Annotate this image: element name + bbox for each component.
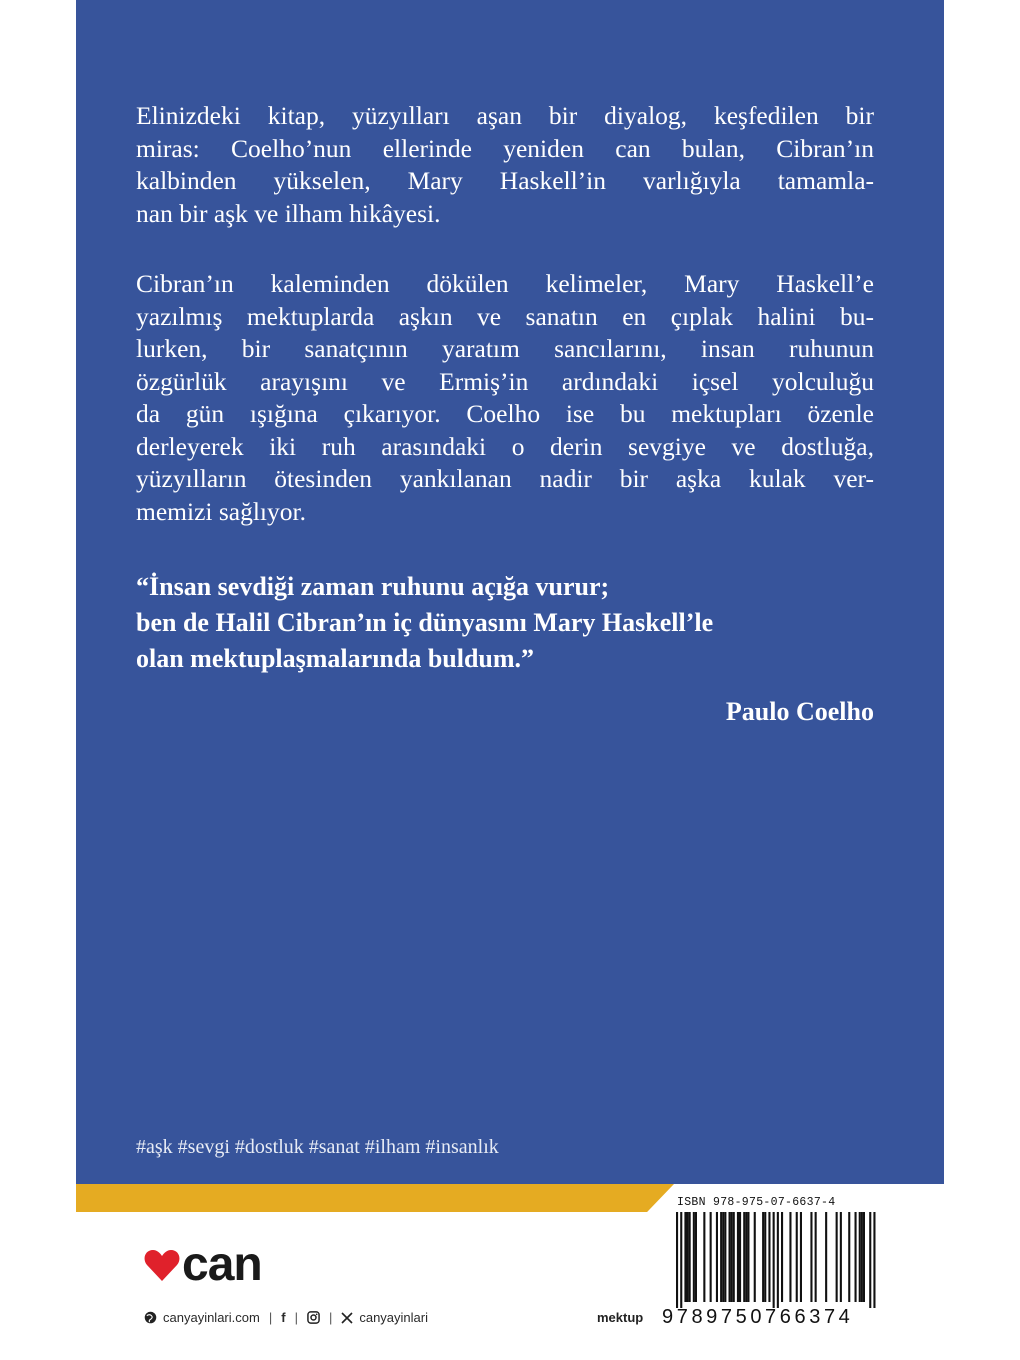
barcode-bar xyxy=(716,1212,718,1302)
barcode-bar xyxy=(722,1212,724,1302)
text-line: da gün ışığına çıkarıyor. Coelho ise bu mektupları özenle xyxy=(136,399,874,428)
barcode-bar xyxy=(693,1212,695,1302)
text-line: kalbinden yükselen, Mary Haskell’in varlığıyla tamamla- xyxy=(136,166,874,195)
barcode-bar xyxy=(869,1212,871,1308)
barcode-bar xyxy=(743,1212,745,1302)
barcode-bar xyxy=(781,1212,783,1302)
barcode-bar xyxy=(873,1212,875,1308)
publisher-footer xyxy=(144,1310,428,1325)
barcode-bar xyxy=(768,1212,770,1302)
barcode-bar xyxy=(745,1212,747,1302)
divider: | xyxy=(294,1310,298,1325)
text-line: yüzyılların ötesinden yankılanan nadir bir aşka kulak ver- xyxy=(136,464,874,493)
social-handle[interactable]: canyayinlari xyxy=(359,1310,428,1325)
text-line: yazılmış mektuplarda aşkın ve sanatın en çıplak halini bu- xyxy=(136,301,874,331)
quote-line: olan mektuplaşmalarında buldum.” xyxy=(136,644,535,673)
barcode-bar xyxy=(720,1212,722,1302)
barcode-bars xyxy=(676,1212,878,1308)
text-line: Elinizdeki kitap, yüzyılları aşan bir diyalog, keşfedilen bir xyxy=(136,101,874,130)
barcode-bar xyxy=(859,1212,861,1302)
heart-icon xyxy=(144,1248,180,1282)
barcode-bar xyxy=(764,1212,766,1302)
barcode-bar xyxy=(861,1212,863,1302)
text-line: özgürlük arayışını ve Ermiş’in ardındaki içsel yolculuğu xyxy=(136,366,874,396)
text-line: lurken, bir sanatçının yaratım sancılarını, insan ruhunun xyxy=(136,334,874,363)
text-line: miras: Coelho’nun ellerinde yeniden can bulan, Cibran’ın xyxy=(136,133,874,163)
instagram-icon[interactable] xyxy=(307,1311,320,1324)
barcode-bar xyxy=(695,1212,697,1302)
barcode-bar xyxy=(777,1212,779,1308)
barcode-bar xyxy=(825,1212,827,1302)
pull-quote xyxy=(136,569,874,677)
isbn-label: ISBN 978-975-07-6637-4 xyxy=(677,1196,836,1209)
barcode-bar xyxy=(789,1212,791,1302)
barcode-bar xyxy=(733,1212,735,1302)
hashtags: #aşk #sevgi #dostluk #sanat #ilham #insanlık xyxy=(136,1136,499,1158)
text-line: derleyerek iki ruh arasındaki o derin sevgiye ve dostluğa, xyxy=(136,431,874,461)
blue-panel xyxy=(76,0,944,1184)
barcode-bar xyxy=(855,1212,857,1302)
barcode-bar xyxy=(796,1212,798,1302)
barcode-bar xyxy=(731,1212,733,1302)
barcode-bar xyxy=(840,1212,842,1302)
x-icon[interactable] xyxy=(341,1312,353,1324)
barcode-bar xyxy=(687,1212,689,1302)
barcode-bar xyxy=(747,1212,749,1302)
barcode-bar xyxy=(703,1212,705,1302)
barcode-bar xyxy=(863,1212,865,1302)
quote-line: ben de Halil Cibran’ın iç dünyasını Mary Haskell’le xyxy=(136,608,714,637)
text-line: memizi sağlıyor. xyxy=(136,496,306,526)
quote-author: Paulo Coelho xyxy=(725,697,874,726)
barcode-bar xyxy=(689,1212,691,1302)
series-label: mektup xyxy=(597,1310,644,1325)
barcode-bar xyxy=(737,1212,739,1302)
back-cover xyxy=(76,0,944,1360)
barcode-bar xyxy=(710,1212,712,1302)
publisher-logo xyxy=(144,1238,262,1291)
barcode-bar xyxy=(815,1212,817,1302)
barcode-bar xyxy=(676,1212,678,1308)
description-paragraph-1 xyxy=(136,100,874,230)
globe-icon xyxy=(144,1311,157,1324)
divider: | xyxy=(328,1310,333,1325)
barcode-bar xyxy=(773,1212,775,1308)
barcode-bar xyxy=(762,1212,764,1302)
barcode-bar xyxy=(724,1212,726,1302)
barcode-bar xyxy=(680,1212,682,1308)
barcode-bar xyxy=(754,1212,756,1302)
website-link[interactable]: canyayinlari.com xyxy=(163,1310,260,1325)
quote-line: “İnsan sevdiği zaman ruhunu açığa vurur; xyxy=(136,572,610,601)
barcode-bar xyxy=(810,1212,812,1302)
barcode-bar xyxy=(729,1212,731,1302)
text-line: Cibran’ın kaleminden dökülen kelimeler, Mary Haskell’e xyxy=(136,269,874,298)
gold-stripe xyxy=(76,1184,674,1212)
barcode-bar xyxy=(836,1212,838,1302)
barcode-bar xyxy=(739,1212,741,1302)
barcode-bar xyxy=(800,1212,802,1302)
logo-wordmark: can xyxy=(182,1238,262,1291)
description-paragraph-2 xyxy=(136,268,874,528)
barcode-bar xyxy=(848,1212,850,1302)
facebook-icon[interactable]: f xyxy=(281,1310,286,1325)
ean-digits: 9789750766374 xyxy=(662,1306,854,1328)
barcode-bar xyxy=(684,1212,686,1302)
barcode xyxy=(662,1196,878,1336)
divider: | xyxy=(268,1310,273,1325)
text-line: nan bir aşk ve ilham hikâyesi. xyxy=(136,198,441,228)
